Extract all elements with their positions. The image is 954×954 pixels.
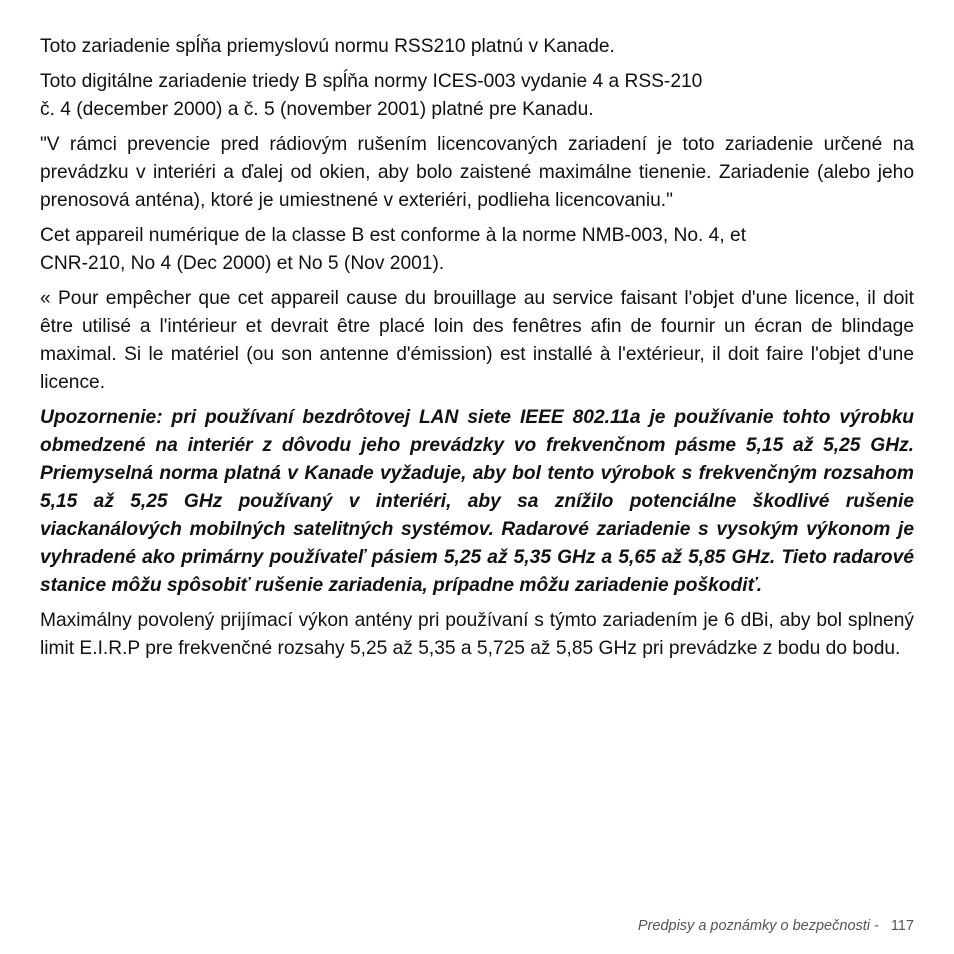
- footer-section-title: Predpisy a poznámky o bezpečnosti -: [637, 918, 879, 934]
- page-footer: [638, 918, 914, 934]
- paragraph-interference-sk: "V rámci prevencie pred rádiovým rušením licencovaných zariadení je toto zariadenie určené na prevádzku v interiéri a ďalej od okien, aby bolo zaistené maximálne tienenie. Zariadenie (alebo jeho prenosová anténa), ktoré je umiestnené v exteriéri, podlieha licencovaniu.": [40, 134, 914, 211]
- paragraph-max-antenna-gain: Maximálny povolený prijímací výkon antény pri používaní s týmto zariadením je 6 dBi, aby bol splnený limit E.I.R.P pre frekvenčné rozsahy 5,25 až 5,35 a 5,725 až 5,85 GHz pri prevádzke z bodu do bodu.: [40, 610, 914, 659]
- paragraph-nmb003-compliance: [40, 222, 914, 278]
- paragraph-interference-fr: « Pour empêcher que cet appareil cause du brouillage au service faisant l'objet d'une licence, il doit être utilisé a l'intérieur et devrait être placé loin des fenêtres afin de fournir un écran de blindage maximal. Si le matériel (ou son antenne d'émission) est installé à l'extérieur, il doit faire l'objet d'une licence.: [40, 288, 914, 393]
- paragraph-ices003-compliance: [40, 68, 914, 124]
- document-body: [40, 33, 914, 670]
- paragraph-nmb003-line-2: CNR-210, No 4 (Dec 2000) et No 5 (Nov 2001).: [40, 253, 445, 274]
- paragraph-ices003-line-1: Toto digitálne zariadenie triedy B spĺňa normy ICES-003 vydanie 4 a RSS-210: [40, 71, 703, 92]
- paragraph-rss210-compliance: Toto zariadenie spĺňa priemyslovú normu RSS210 platnú v Kanade.: [40, 36, 615, 57]
- warning-paragraph: Upozornenie: pri používaní bezdrôtovej LAN siete IEEE 802.11a je používanie tohto výrobku obmedzené na interiér z dôvodu jeho prevádzky vo frekvenčnom pásme 5,15 až 5,25 GHz. Priemyselná norma platná v Kanade vyžaduje, aby bol tento výrobok s frekvenčným rozsahom 5,15 až 5,25 GHz používaný v interiéri, aby sa znížilo potenciálne škodlivé rušenie viackanálových mobilných satelitných systémov. Radarové zariadenie s vysokým výkonom je vyhradené ako primárny používateľ pásiem 5,25 až 5,35 GHz a 5,65 až 5,85 GHz. Tieto radarové stanice môžu spôsobiť rušenie zariadenia, prípadne môžu zariadenie poškodiť.: [40, 407, 914, 596]
- footer-page-number: 117: [890, 918, 914, 934]
- paragraph-nmb003-line-1: Cet appareil numérique de la classe B est conforme à la norme NMB-003, No. 4, et: [40, 225, 747, 246]
- paragraph-ices003-line-2: č. 4 (december 2000) a č. 5 (november 2001) platné pre Kanadu.: [40, 99, 594, 120]
